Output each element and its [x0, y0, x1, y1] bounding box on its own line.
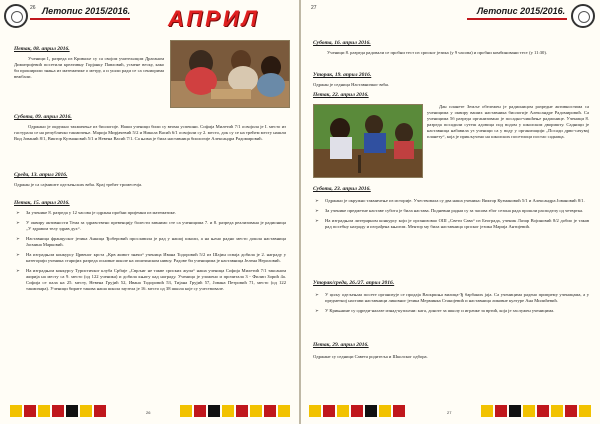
bullet-item: ➢ За ученике предметне наставе субота је била настава. Подневни радни су за часова због сезона рада прошли расподелу од четвртка.	[315, 208, 589, 214]
bullet-list	[315, 292, 589, 318]
bullet-item: ➢ У циљу одељењма посете организује се продаја Васкршња вилица-Ђ барбаних јаја. Са ученицима радено припрему ученицама, а у предметној настави наставници ликовног језика Мерминка Станојевић и наставница ликовне културе Ана Милићевић.	[315, 292, 589, 304]
date-heading: Петак, 15. април 2016.	[14, 200, 70, 206]
chronicle-title: Летопис 2015/2016.	[477, 6, 566, 16]
page-number-bottom: 27	[447, 410, 452, 415]
page-number-bottom: 26	[146, 410, 151, 415]
header-rule	[467, 18, 567, 20]
right-page	[301, 0, 600, 424]
entry-text: Ученици 8. разреда радовали се пробни тест из српског језика (у 9 часова) и пробни комбиновани тест (у 11:30).	[327, 50, 548, 55]
header-rule	[30, 18, 130, 20]
bullet-list	[315, 198, 589, 234]
school-logo	[571, 4, 595, 28]
photo-students-crafting	[170, 40, 290, 108]
bullet-list	[16, 210, 286, 296]
date-heading: Среда, 13. април 2016.	[14, 172, 68, 178]
date-heading: Петак, 29. април 2016.	[313, 342, 369, 348]
chronicle-title: Летопис 2015/2016.	[42, 6, 131, 16]
month-title: АПРИЛ	[168, 6, 260, 31]
bullet-item: ➢ На изградњом конкурсу Туристичког клуба Србије „Сврљиг не такве српских жупа“ наша ученица Софија Милетић 7/1 таксаном жирија на месту са 9. место (од 122 ученика) и добила књигу кад награду. Ученица је уложено и прочитала 3 - Филип Зорић 4а. Софија се пала на 25. месту, Невена Грујић 52, Ивана Тодоровић 53, Тијана Грујић 57, Јована Петровић 71, место (од 122 такмичара). Ученици бирате такова наша школа заузела је 16. место од 38 школа које су учествовале.	[16, 268, 286, 292]
bullet-item: ➢ У Крињнине су одреди-налазе изнад-купљени: кага, доноте за школу и играчке за вртић, која је заслужен ученицима.	[315, 308, 589, 314]
date-heading: Субота, 16. април 2016.	[313, 40, 371, 46]
entry-text: Одржан је седница Наставничког већа.	[313, 82, 390, 87]
bullet-item: ➢ Одржано је окружно такмичење из историје. Учествовала су два наша ученика: Виктор Кузмановић 5/1 и Александра Јовановић 8/1.	[315, 198, 589, 204]
entry-text: Ученици I₁ разреда из Криваље су са својом учитељицом Драганом Димитријевић посетили креативну Горјанку Павловић, усмене веску, како би проширили знања из математике о метру, а и ушли ради се са сениорима вежбали.	[14, 56, 164, 79]
photo-planting-trees	[313, 104, 423, 178]
page-number-top: 27	[311, 5, 317, 11]
date-heading: Петак, 22. април 2016.	[313, 92, 369, 98]
date-heading: Петак, 08. април 2016.	[14, 46, 70, 52]
bullet-item: ➢ У оквиру активности Тема за здравствено превенцију болести завнимо сте са ученицима 7. и 8. разреда реализована је радионица „У здравом телу здрав дух“.	[16, 220, 286, 232]
entry-text: Одржан је са сајмиште одељењских већа. Крај трећег тромесечја.	[14, 182, 143, 187]
date-heading: Субота, 09. април 2016.	[14, 114, 72, 120]
date-heading: Уторак/среда, 26./27. април 2016.	[313, 280, 395, 286]
entry-text: Дан планете Земље обележен је радионицом разредне активностима са ученицима у оквиру ваших наставника биологије Александре Радомировић. Са ученицима 5б разреда организовано је посадно-чишћење радионице. Ученици 8. разреда посадили сутеш адовица под водом у школском дворишту. Садници је наставница набавила уз ученици са у воду у организацији „Посади дрво-сачувај планету“, која је прикључено на школских посетиоци постао садница.	[427, 104, 589, 139]
page-number-top: 26	[30, 5, 36, 11]
bullet-item: ➢ На изградњом литерарном конкурсу који је организовао ОШ „Свети Сава“ из Београда, ученик Лазар Војиновић 8/2 добио је такав рад посебну награду и изграђена књигом. Ментор му била наставница српског језика Марија Антијевић.	[315, 218, 589, 230]
entry-text: Одржано је окружно такмичење из биологије. Наши ученици били су веома успешни. Софија Милетић 7/1 освојила је I. место из гастурала се на републичко такмичење. Марија Мирјачевић 5/2 и Никола Васић 6/1 освојили су 2. место, док су се на трећем месту нашли Вид Јованић 8/1, Виктор Кузмановић 5/1 и Невена Васић 7/1. Са њима је била наставница биологије Александра Радомировић.	[14, 124, 286, 141]
date-heading: Уторак, 19. април 2016.	[313, 72, 372, 78]
entry-text: Одржане су седници Савета родитеља и Школског одбора.	[313, 354, 428, 359]
left-page	[0, 0, 299, 424]
bullet-item: ➢ Наставница француског језика Анкица Ђоберовић прославила је рад у нашој школи, а на њено радно место дошла наставница Јасмина Марковић.	[16, 236, 286, 248]
date-heading: Субота, 23. април 2016.	[313, 186, 371, 192]
bullet-item: ➢ На изградњом конкурсу Црвеног крста „Крв живот значи“ ученица Ивана Тодоровић 5/2 из Шајин осваја добила је 2. награду у категорији ученика старијих разреда основне школе на општинском нивоу. Радове би ученицима је наставница Јелена Нероловић.	[16, 252, 286, 264]
bullet-item: ➢ За ученике 8. разреда у 12 часова је одржан пробни пријемни из математике.	[16, 210, 286, 216]
school-logo	[4, 4, 28, 28]
